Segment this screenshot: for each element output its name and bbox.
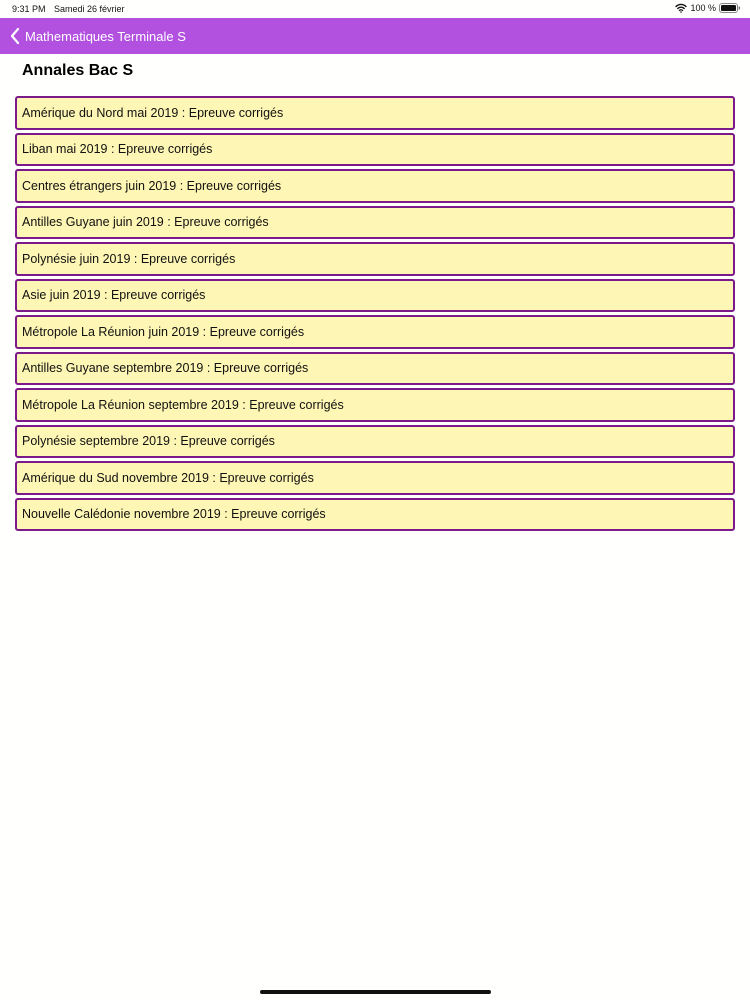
- page-title: Annales Bac S: [22, 62, 134, 79]
- list-item[interactable]: [15, 498, 735, 532]
- list-item-label: Antilles Guyane septembre 2019 : Epreuve corrigés: [22, 361, 309, 376]
- list-item[interactable]: [15, 206, 735, 240]
- exam-list: [15, 96, 735, 534]
- chevron-left-icon: [9, 27, 21, 45]
- list-item[interactable]: [15, 279, 735, 313]
- list-item-label: Antilles Guyane juin 2019 : Epreuve corrigés: [22, 215, 269, 230]
- list-item[interactable]: [15, 242, 735, 276]
- list-item[interactable]: [15, 425, 735, 459]
- list-item[interactable]: [15, 96, 735, 130]
- list-item-label: Centres étrangers juin 2019 : Epreuve corrigés: [22, 178, 282, 193]
- status-bar: [0, 0, 750, 18]
- list-item-label: Nouvelle Calédonie novembre 2019 : Epreuve corrigés: [22, 507, 326, 522]
- list-item[interactable]: [15, 169, 735, 203]
- list-item[interactable]: [15, 133, 735, 167]
- back-button-label: Mathematiques Terminale S: [25, 28, 186, 44]
- home-indicator[interactable]: [260, 990, 491, 994]
- wifi-icon: [675, 3, 687, 13]
- list-item[interactable]: [15, 388, 735, 422]
- list-item[interactable]: [15, 352, 735, 386]
- list-item-label: Amérique du Nord mai 2019 : Epreuve corrigés: [22, 105, 284, 120]
- list-item[interactable]: [15, 461, 735, 495]
- status-time: 9:31 PM: [12, 4, 46, 14]
- status-date: Samedi 26 février: [54, 4, 125, 14]
- list-item-label: Liban mai 2019 : Epreuve corrigés: [22, 142, 213, 157]
- list-item-label: Métropole La Réunion septembre 2019 : Epreuve corrigés: [22, 397, 344, 412]
- list-item-label: Asie juin 2019 : Epreuve corrigés: [22, 288, 206, 303]
- back-button[interactable]: [9, 27, 186, 45]
- navigation-bar: [0, 18, 750, 54]
- list-item-label: Polynésie septembre 2019 : Epreuve corrigés: [22, 434, 275, 449]
- list-item-label: Métropole La Réunion juin 2019 : Epreuve corrigés: [22, 324, 305, 339]
- status-right: [675, 3, 741, 13]
- list-item[interactable]: [15, 315, 735, 349]
- list-item-label: Polynésie juin 2019 : Epreuve corrigés: [22, 251, 236, 266]
- battery-icon: [719, 3, 741, 13]
- battery-percent: 100 %: [690, 3, 716, 13]
- list-item-label: Amérique du Sud novembre 2019 : Epreuve corrigés: [22, 470, 314, 485]
